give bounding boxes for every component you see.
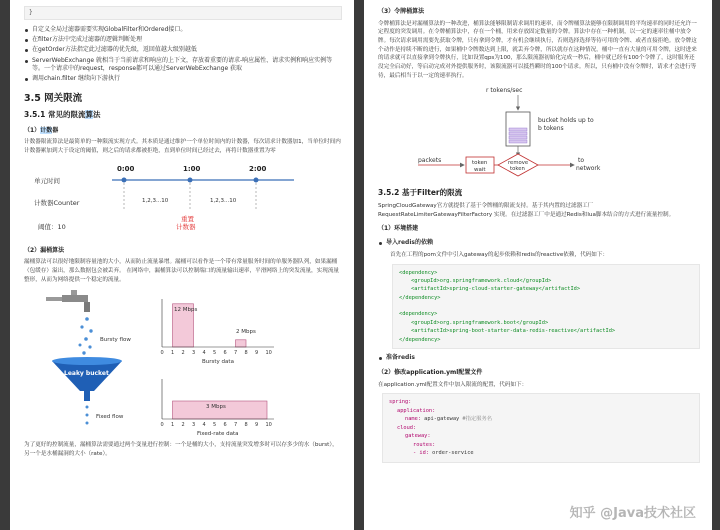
code-snippet-top: }: [24, 6, 342, 20]
tick-label: 9: [255, 422, 259, 429]
tick-label: 10: [265, 422, 272, 429]
label-packets: packets: [418, 157, 442, 165]
bursty-chart-ticks: [161, 350, 272, 356]
yml-paragraph: 在application.yml配置文件中加入限流的配置，代码如下：: [378, 381, 528, 388]
label-fixed-flow: Fixed flow: [96, 414, 124, 421]
tick-label: 9: [255, 350, 259, 357]
leaky-paragraph: 漏桶算法可以很好地限制容量池的大小，从而防止流量暴增。漏桶可以看作是一个带有常量服务时间的单服务器队列，如果漏桶（包缓存）溢出，那么数据包会被丢弃。 在网络中，漏桶算法可以控制端口的流量输出速率，平滑网络上的突发流量，实现流量整形，从而为网络提供一个稳定的流量。: [24, 259, 340, 283]
code-line: <dependency>: [399, 311, 438, 318]
list-item: ServerWebExchange 就相当于当前请求和响应的上下文，存放着重要的请求-响应属性、请求实例和响应实例等等。一个请求中的request，response都可以通过ServerWebExchange 获取: [24, 57, 342, 74]
token-paragraph: 令牌桶算法是对漏桶算法的一种改进，桶算法能够限制请求调用的速率，而令牌桶算法能够在限制调用的平均速率的同时还允许一定程度的突发调用。在令牌桶算法中，存在一个桶，用来存放固定数量的令牌。算法中存在一种机制，以一定的速率往桶中放令牌。每次请求调用需要先获取令牌，只有拿到令牌，才有机会继续执行，否则选择选择等待可用的令牌、或者直接拒绝。放令牌这个动作是持续不断的进行，如果桶中令牌数达到上限，就丢弃令牌，所以就存在这种情况，桶中一直有大量的可用令牌，这时进来的请求就可以直接拿到令牌执行，比如设置qps为100，那么限流器初始化完成一秒后，桶中就已经有100个令牌了，这时服务还没完全启动好，等启动完成对外提供服务时，该限流器可以抵挡瞬时的100个请求。所以，只有桶中没有令牌时，请求才会进行等待，最后相当于以一定的速率执行。: [378, 20, 697, 79]
code-line: [399, 302, 693, 310]
heading-env-setup: （1）环境搭建: [378, 225, 419, 233]
tick-label: 10: [265, 350, 272, 357]
bullet-prepare-redis: 准备redis: [378, 354, 700, 363]
tick-label: 2: [181, 350, 185, 357]
label-threshold: 阈值：10: [38, 222, 66, 231]
tick-label: 4: [202, 422, 206, 429]
code-line: routes:: [413, 441, 436, 448]
label-bucket-capacity-2: b tokens: [538, 125, 564, 133]
tick-label: 7: [234, 350, 238, 357]
redis-paragraph: 首先在工程的pom文件中引入gateway的起步依赖和redis的reactive依赖，代码如下：: [390, 251, 609, 258]
caption-fixed-rate-data: Fixed-rate data: [197, 431, 239, 438]
subsection-heading-filter: 3.5.2 基于Filter的限流: [378, 188, 463, 198]
time-2: 2:00: [249, 164, 267, 173]
label-12mbps: 12 Mbps: [174, 307, 198, 314]
tick-1: [188, 177, 193, 182]
tick-label: 4: [202, 350, 206, 357]
tick-label: 6: [223, 350, 227, 357]
tick-label: 8: [244, 422, 248, 429]
leaky-bucket-diagram: [24, 287, 342, 437]
count-range-1: 1,2,3...10: [142, 197, 169, 204]
fixed-rate-chart-ticks: [161, 422, 272, 428]
label-token-wait-2: wait: [474, 167, 486, 174]
pom-dependency-code: [392, 264, 700, 350]
code-line: cloud:: [397, 424, 417, 431]
code-line: <artifactId>spring-boot-starter-data-redis-reactive</artifactId>: [411, 328, 616, 335]
label-leaky-bucket: Leaky bucket: [64, 370, 109, 378]
label-counter: 计数器Counter: [34, 198, 80, 207]
subsection-heading-algorithms: 3.5.1 常见的限流算法: [24, 109, 101, 119]
heading-leaky-bucket: （2）漏桶算法: [24, 246, 65, 254]
reset-label-2: 计数器: [176, 222, 196, 231]
heading-modify-yml: （2）修改application.yml配置文件: [378, 368, 483, 376]
tick-label: 6: [223, 422, 227, 429]
time-1: 1:00: [183, 164, 201, 173]
code-line: </dependency>: [399, 336, 441, 343]
tick-label: 2: [181, 422, 185, 429]
heading-counter: （1）计数器: [24, 126, 59, 134]
counter-diagram: [24, 159, 342, 241]
filter-notes-list: [24, 26, 342, 84]
control-paragraph: 为了更好的控制流量，漏桶算法需要通过两个变量进行控制：一个是桶的大小，支持流量突发增多时可以存多少的水（burst），另一个是水桶漏洞的大小（rate）。: [24, 442, 338, 458]
tick-label: 5: [213, 422, 217, 429]
code-line: spring:: [389, 399, 412, 406]
list-item: 自定义全局过滤器需要实现GlobalFilter和Ordered接口。: [24, 26, 342, 35]
label-bucket-capacity-1: bucket holds up to: [538, 117, 594, 125]
tick-label: 1: [171, 350, 175, 357]
tick-label: 0: [160, 350, 164, 357]
count-range-2: 1,2,3...10: [210, 197, 237, 204]
label-unit-time: 单元时间: [34, 176, 60, 185]
label-to-1: to: [578, 157, 585, 165]
label-3mbps: 3 Mbps: [206, 404, 226, 411]
code-line: gateway:: [405, 433, 431, 440]
label-remove-token-1: remove: [508, 160, 529, 167]
tick-label: 0: [160, 422, 164, 429]
tick-0: [122, 177, 127, 182]
left-page: [10, 0, 354, 530]
code-line: </dependency>: [399, 294, 441, 301]
application-yml-code: [382, 393, 700, 462]
reset-label-1: 重置: [181, 214, 194, 223]
list-item: 在filter方法中完成过滤器的逻辑判断处理: [24, 36, 342, 45]
caption-bursty-data: Bursty data: [202, 359, 234, 366]
label-to-2: network: [576, 165, 601, 173]
label-remove-token-2: token: [510, 166, 525, 173]
token-bucket-diagram: [378, 84, 698, 180]
time-0: 0:00: [117, 164, 135, 173]
label-rate: r tokens/sec: [486, 87, 523, 95]
tick-label: 3: [192, 350, 196, 357]
bullet-import-redis: 导入redis的依赖: [378, 239, 700, 248]
label-2mbps: 2 Mbps: [236, 329, 256, 336]
list-item: 在getOrder方法指定此过滤器的优先级，返回值越大级别越低: [24, 46, 342, 55]
tick-label: 1: [171, 422, 175, 429]
watermark: 知乎 @Java技术社区: [569, 506, 696, 522]
code-line: <artifactId>spring-cloud-starter-gateway</artifactId>: [411, 286, 581, 293]
tick-label: 3: [192, 422, 196, 429]
code-line: <groupId>org.springframework.cloud</groupId>: [411, 277, 552, 284]
counter-paragraph: 计数器限流算法是最简单的一种限流实现方式。其本质是通过维护一个单位时间内的计数器，每次请求计数器加1，当单位时间内计数器累加到大于设定的阈值，则之后的请求都被拒绝，直到单位时间已经过去，再将计数器重置为零: [24, 139, 341, 155]
code-line: application:: [397, 407, 436, 414]
right-page: [364, 0, 712, 530]
tick-label: 5: [213, 350, 217, 357]
tick-label: 8: [244, 350, 248, 357]
chart-bar: [236, 340, 247, 347]
code-line: - id: order-service: [413, 450, 474, 457]
heading-token-bucket: （3）令牌桶算法: [378, 8, 425, 15]
label-token-wait-1: token: [472, 160, 488, 167]
code-line: name: api-gateway #指定服务名: [405, 416, 493, 423]
code-line: <dependency>: [399, 269, 438, 276]
code-line: <groupId>org.springframework.boot</groupId>: [411, 319, 549, 326]
list-item: 调用chain.filter 继续向下游执行: [24, 75, 342, 84]
label-bursty-flow: Bursty flow: [100, 337, 131, 344]
filter-paragraph: SpringCloudGateway官方就提供了基于令牌桶的限流支持。基于其内置的过滤器工厂RequestRateLimiterGatewayFilterFactory 实现。在过滤器工厂中是通过Redis和lua脚本结合的方式进行流量控制。: [378, 203, 675, 218]
tick-2: [254, 177, 259, 182]
tick-label: 7: [234, 422, 238, 429]
section-heading-rate-limit: 3.5 网关限流: [24, 93, 83, 105]
